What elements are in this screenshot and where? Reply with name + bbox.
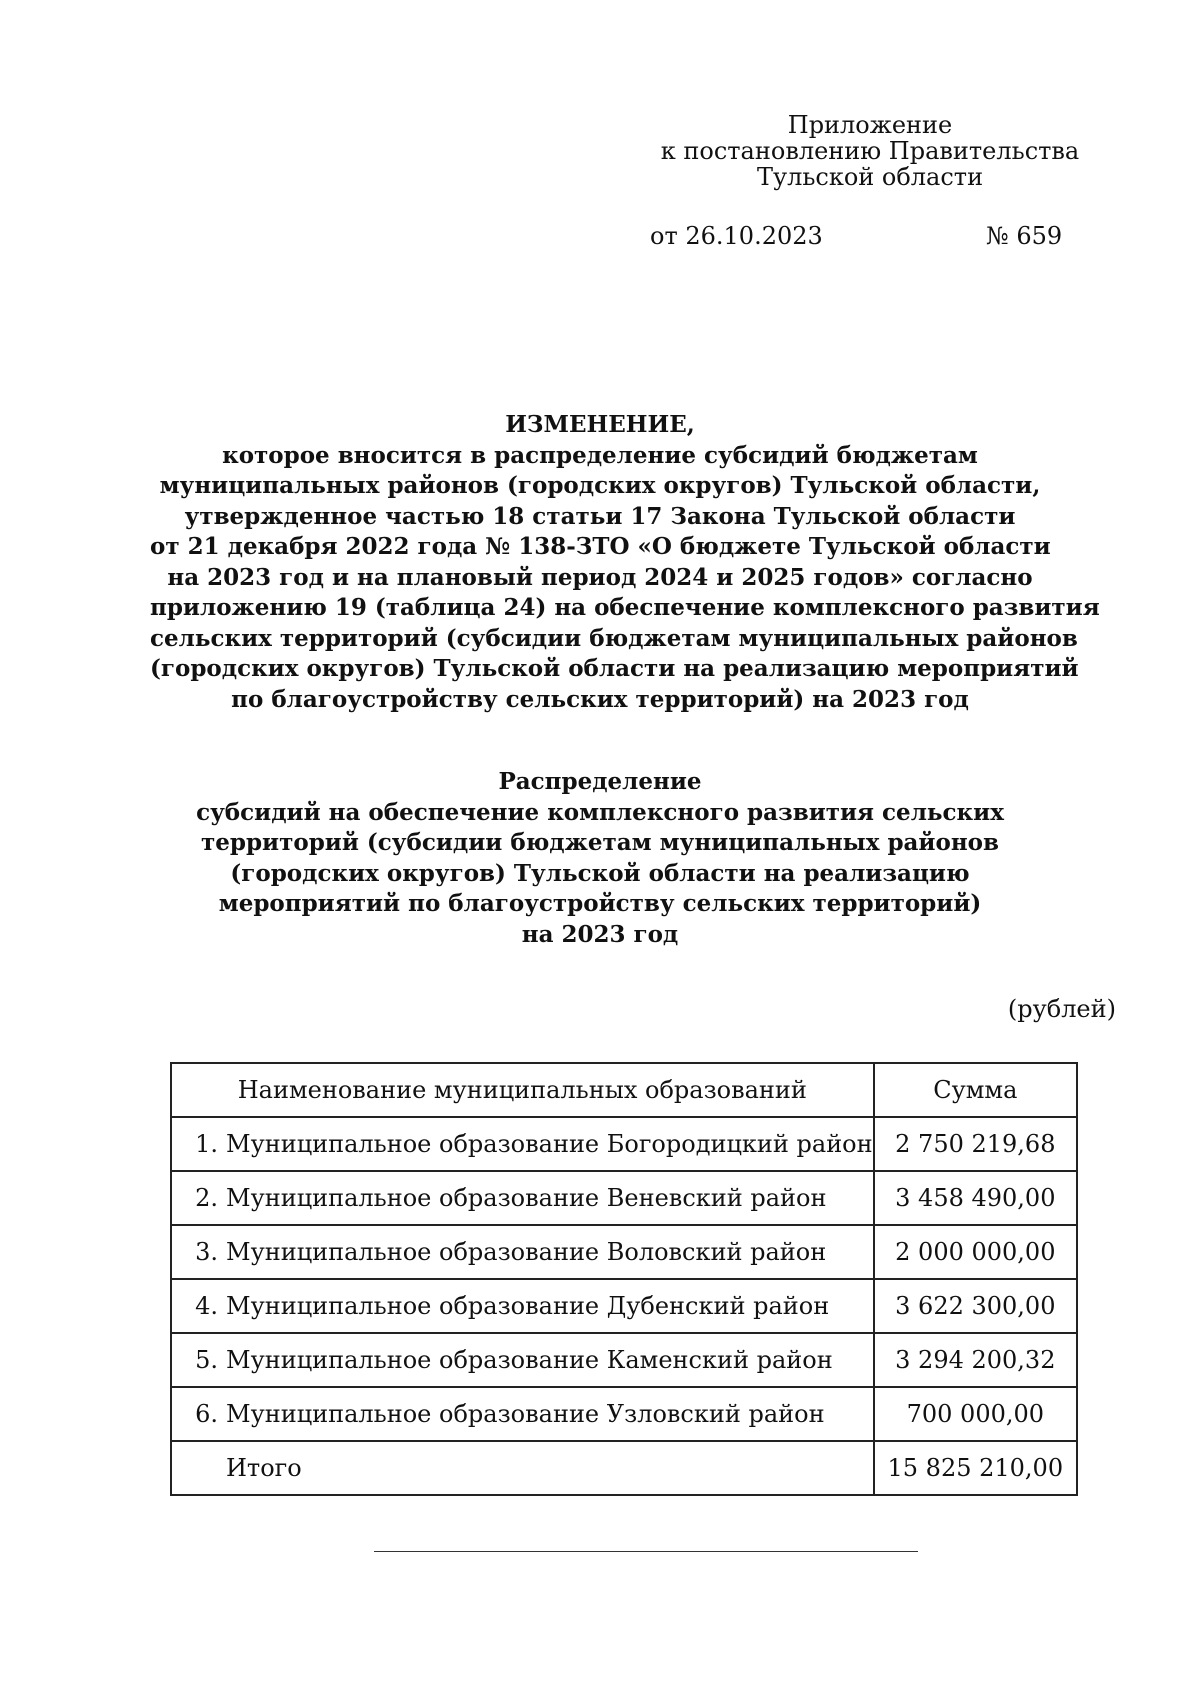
row-name: Муниципальное образование Каменский район <box>226 1346 833 1374</box>
subheading-line: мероприятий по благоустройству сельских территорий) <box>218 890 982 917</box>
row-number: 1. <box>195 1130 218 1158</box>
currency-unit: (рублей) <box>1007 995 1116 1023</box>
row-name: Муниципальное образование Богородицкий район <box>226 1130 873 1158</box>
row-sum: 700 000,00 <box>874 1387 1077 1441</box>
row-sum: 3 458 490,00 <box>874 1171 1077 1225</box>
change-title: ИЗМЕНЕНИЕ, <box>505 411 695 438</box>
row-name: Муниципальное образование Узловский район <box>226 1400 825 1428</box>
row-number: 2. <box>195 1184 218 1212</box>
document-number: № 659 <box>986 222 1063 250</box>
appendix-resolution: к постановлению Правительства <box>660 137 1080 165</box>
table-row <box>171 1387 1077 1441</box>
heading-line: муниципальных районов (городских округов) Тульской области, <box>159 472 1041 499</box>
header-name: Наименование муниципальных образований <box>171 1063 874 1117</box>
table-row <box>171 1225 1077 1279</box>
table-row <box>171 1171 1077 1225</box>
heading-line: по благоустройству сельских территорий) на 2023 год <box>231 685 969 713</box>
appendix-title: Приложение <box>787 111 953 139</box>
header-sum: Сумма <box>874 1063 1077 1117</box>
subheading-line: (городских округов) Тульской области на реализацию <box>230 859 970 887</box>
table-row <box>171 1279 1077 1333</box>
row-sum: 2 000 000,00 <box>874 1225 1077 1279</box>
document-date: от 26.10.2023 <box>650 222 823 250</box>
table-row <box>171 1333 1077 1387</box>
distribution-title: Распределение <box>498 768 702 795</box>
heading-line: (городских округов) Тульской области на реализацию мероприятий <box>150 655 1079 682</box>
row-sum: 3 294 200,32 <box>874 1333 1077 1387</box>
row-sum: 2 750 219,68 <box>874 1117 1077 1171</box>
distribution-table <box>170 1062 1078 1496</box>
subheading-line: субсидий на обеспечение комплексного развития сельских <box>196 798 1004 826</box>
appendix-region: Тульской области <box>756 163 984 191</box>
name-cell <box>171 1387 874 1441</box>
total-label: Итого <box>226 1454 302 1482</box>
heading-line: сельских территорий (субсидии бюджетам муниципальных районов <box>150 624 1078 652</box>
row-number: 4. <box>195 1292 218 1320</box>
heading-line: которое вносится в распределение субсидий бюджетам <box>222 441 978 469</box>
row-number: 3. <box>195 1238 218 1266</box>
appendix-block <box>640 112 1100 190</box>
heading-line: на 2023 год и на плановый период 2024 и 2025 годов» согласно <box>167 563 1033 591</box>
table-header-row <box>171 1063 1077 1117</box>
subheading-line: на 2023 год <box>521 920 679 948</box>
total-label-cell <box>171 1441 874 1495</box>
total-sum: 15 825 210,00 <box>874 1441 1077 1495</box>
change-heading <box>150 410 1100 715</box>
row-sum: 3 622 300,00 <box>874 1279 1077 1333</box>
table-row <box>171 1117 1077 1171</box>
row-name: Муниципальное образование Дубенский район <box>226 1292 830 1320</box>
row-number: 5. <box>195 1346 218 1374</box>
heading-line: утвержденное частью 18 статьи 17 Закона Тульской области <box>184 502 1016 530</box>
subheading-line: территорий (субсидии бюджетам муниципальных районов <box>201 829 999 856</box>
end-separator-line <box>374 1551 918 1552</box>
heading-line: от 21 декабря 2022 года № 138-ЗТО «О бюджете Тульской области <box>150 533 1051 560</box>
row-name: Муниципальное образование Воловский район <box>226 1238 827 1266</box>
name-cell <box>171 1333 874 1387</box>
row-number: 6. <box>195 1400 218 1428</box>
row-name: Муниципальное образование Веневский район <box>226 1184 827 1212</box>
table-total-row <box>171 1441 1077 1495</box>
name-cell <box>171 1225 874 1279</box>
name-cell <box>171 1117 874 1171</box>
name-cell <box>171 1279 874 1333</box>
name-cell <box>171 1171 874 1225</box>
distribution-heading <box>150 767 1050 950</box>
heading-line: приложению 19 (таблица 24) на обеспечение комплексного развития <box>150 594 1100 621</box>
